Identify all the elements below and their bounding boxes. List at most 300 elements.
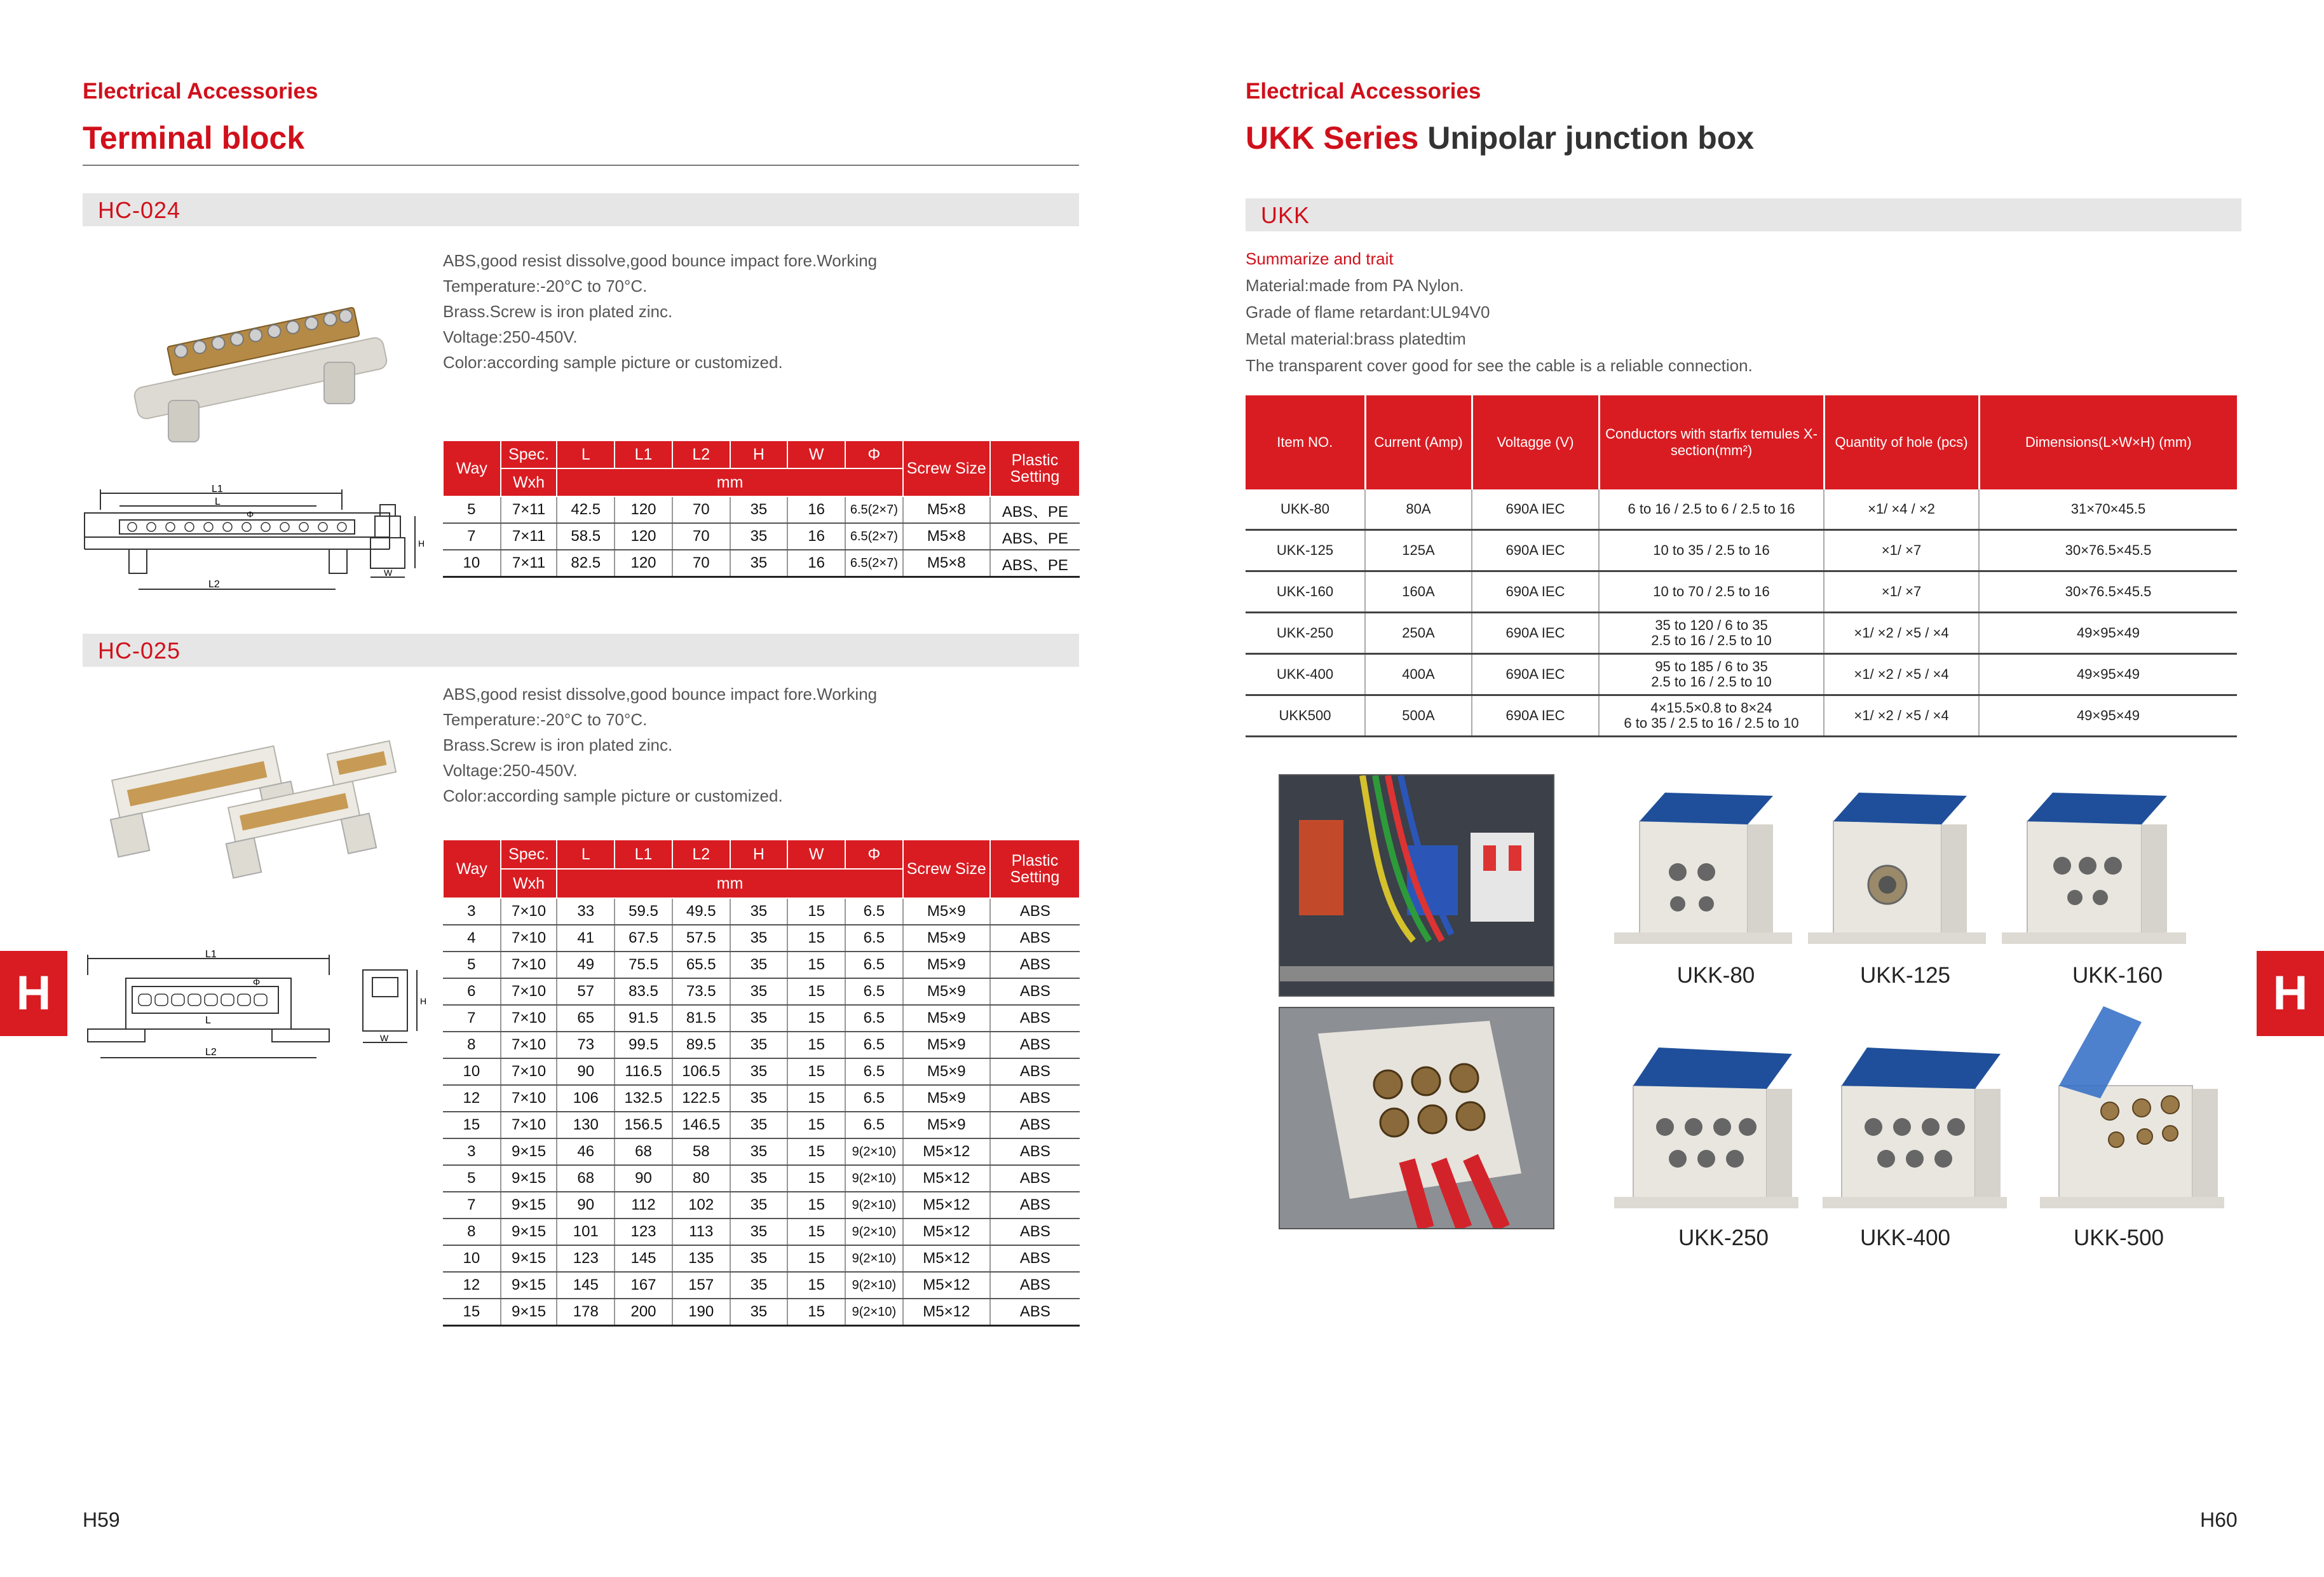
table-cell: 31×70×45.5 — [1979, 489, 2237, 530]
table-row — [443, 1272, 1080, 1299]
hc024-description — [443, 248, 877, 375]
table-cell: 102 — [672, 1192, 730, 1219]
table-row — [443, 898, 1080, 925]
table-row — [1246, 695, 2237, 737]
hc024-product-photo — [108, 299, 407, 451]
table-cell: 178 — [557, 1299, 615, 1326]
hc025-front-drawing — [81, 950, 336, 1064]
table-cell: UKK-80 — [1246, 489, 1365, 530]
table-row — [443, 925, 1080, 952]
dim-label-phi: Φ — [247, 509, 254, 519]
table-cell: UKK-125 — [1246, 530, 1365, 571]
table-cell: M5×8 — [903, 523, 990, 550]
table-cell: 16 — [787, 550, 845, 577]
table-cell: 101 — [557, 1219, 615, 1245]
table-cell: ABS — [990, 1245, 1080, 1272]
table-cell: 35 to 120 / 6 to 35 2.5 to 16 / 2.5 to 10 — [1599, 613, 1824, 654]
table-cell: 9(2×10) — [845, 1219, 903, 1245]
table-cell: 190 — [672, 1299, 730, 1326]
table-cell: 10 — [443, 1245, 501, 1272]
col-plastic: Plastic Setting — [990, 440, 1080, 496]
table-cell: ABS — [990, 1165, 1080, 1192]
table-cell: 35 — [730, 496, 788, 523]
col-conductors: Conductors with starfix temules X-section(mm²) — [1599, 395, 1824, 489]
table-cell: 15 — [787, 1005, 845, 1032]
product-label: UKK-500 — [2073, 1225, 2164, 1250]
desc-line: Color:according sample picture or customized. — [443, 786, 783, 805]
desc-line: Brass.Screw is iron plated zinc. — [443, 735, 673, 754]
table-cell: ABS — [990, 1138, 1080, 1165]
table-cell: ABS — [990, 978, 1080, 1005]
product-label: UKK-250 — [1678, 1225, 1769, 1250]
table-cell: 70 — [672, 496, 730, 523]
col-holes: Quantity of hole (pcs) — [1824, 395, 1979, 489]
table-cell: 35 — [730, 1299, 788, 1326]
table-row — [443, 496, 1080, 523]
ukk-spec-table — [1246, 395, 2237, 737]
table-cell: 160A — [1365, 571, 1472, 613]
table-cell: 46 — [557, 1138, 615, 1165]
table-cell: 58.5 — [557, 523, 615, 550]
table-cell: ABS、PE — [990, 496, 1080, 523]
table-cell: ABS — [990, 1299, 1080, 1326]
table-cell: 80A — [1365, 489, 1472, 530]
table-cell: 9(2×10) — [845, 1272, 903, 1299]
hc024-spec-table — [442, 440, 1080, 578]
table-cell: 57.5 — [672, 925, 730, 952]
table-cell: 68 — [557, 1165, 615, 1192]
dim-label-l: L — [215, 496, 221, 507]
table-cell: 49×95×49 — [1979, 613, 2237, 654]
table-cell: 7 — [443, 523, 501, 550]
table-cell: 35 — [730, 1272, 788, 1299]
table-cell: 35 — [730, 1085, 788, 1112]
table-cell: ABS、PE — [990, 550, 1080, 577]
left-section-tab: H — [0, 951, 67, 1036]
table-cell: ×1/ ×2 / ×5 / ×4 — [1824, 613, 1979, 654]
table-cell: 106 — [557, 1085, 615, 1112]
table-cell: 5 — [443, 496, 501, 523]
hc024-section-title: HC-024 — [98, 197, 181, 223]
hc024-section-bar — [83, 193, 1079, 226]
table-cell: M5×9 — [903, 1085, 990, 1112]
table-cell: 9(2×10) — [845, 1138, 903, 1165]
table-cell: 90 — [557, 1192, 615, 1219]
table-cell: 82.5 — [557, 550, 615, 577]
product-label: UKK-125 — [1859, 963, 1951, 988]
table-cell: 7×10 — [501, 1085, 557, 1112]
col-plastic: Plastic Setting — [990, 840, 1080, 898]
table-cell: 68 — [615, 1138, 672, 1165]
table-row — [443, 952, 1080, 978]
hc025-product-photo — [108, 725, 413, 890]
table-cell: 690A IEC — [1472, 654, 1599, 695]
table-cell: 690A IEC — [1472, 489, 1599, 530]
col-w: W — [787, 840, 845, 869]
table-cell: 120 — [615, 496, 672, 523]
table-cell: 35 — [730, 925, 788, 952]
table-cell: 9(2×10) — [845, 1245, 903, 1272]
dim-label-h: H — [420, 996, 427, 1006]
table-cell: 6.5(2×7) — [845, 523, 903, 550]
table-cell: M5×9 — [903, 898, 990, 925]
table-cell: M5×12 — [903, 1165, 990, 1192]
table-cell: 6.5(2×7) — [845, 496, 903, 523]
table-cell: M5×9 — [903, 1032, 990, 1058]
desc-line: Color:according sample picture or customized. — [443, 353, 783, 372]
col-l1: L1 — [615, 840, 672, 869]
table-cell: 58 — [672, 1138, 730, 1165]
table-row — [443, 1245, 1080, 1272]
table-row — [443, 1112, 1080, 1138]
dim-label-l2: L2 — [208, 579, 220, 590]
table-cell: 135 — [672, 1245, 730, 1272]
product-image-ukk-80 — [1614, 783, 1792, 955]
col-mm: mm — [557, 468, 902, 496]
table-cell: 7×10 — [501, 1058, 557, 1085]
left-page-number: H59 — [83, 1508, 120, 1531]
title-series: UKK Series — [1246, 120, 1419, 156]
dim-label-l1: L1 — [205, 950, 217, 960]
col-voltage: Voltagge (V) — [1472, 395, 1599, 489]
table-cell: 35 — [730, 1138, 788, 1165]
table-cell: 9×15 — [501, 1299, 557, 1326]
table-cell: 75.5 — [615, 952, 672, 978]
col-dimensions: Dimensions(L×W×H) (mm) — [1979, 395, 2237, 489]
table-cell: ABS — [990, 1005, 1080, 1032]
table-cell: 16 — [787, 523, 845, 550]
table-cell: 690A IEC — [1472, 530, 1599, 571]
table-cell: 125A — [1365, 530, 1472, 571]
table-cell: 35 — [730, 1112, 788, 1138]
table-cell: 4×15.5×0.8 to 8×24 6 to 35 / 2.5 to 16 / 2.5 to 10 — [1599, 695, 1824, 737]
table-cell: 15 — [787, 1245, 845, 1272]
col-wxh: Wxh — [501, 468, 557, 496]
table-cell: 15 — [787, 1192, 845, 1219]
table-cell: M5×9 — [903, 1058, 990, 1085]
table-row — [443, 1005, 1080, 1032]
table-cell: 9×15 — [501, 1165, 557, 1192]
installation-photo-closeup — [1279, 1007, 1554, 1229]
table-cell: UKK-400 — [1246, 654, 1365, 695]
col-phi: Φ — [845, 440, 903, 468]
table-cell: 120 — [615, 550, 672, 577]
table-cell: 6.5 — [845, 1058, 903, 1085]
col-screw: Screw Size — [903, 440, 990, 496]
summary-line: Material:made from PA Nylon. — [1246, 276, 1464, 295]
product-label: UKK-80 — [1676, 963, 1755, 988]
table-cell: 35 — [730, 1005, 788, 1032]
table-cell: 70 — [672, 523, 730, 550]
left-title-rule — [83, 165, 1079, 166]
table-cell: 400A — [1365, 654, 1472, 695]
table-cell: ABS、PE — [990, 523, 1080, 550]
table-cell: 9(2×10) — [845, 1192, 903, 1219]
product-image-ukk-125 — [1808, 783, 1986, 955]
table-cell: M5×12 — [903, 1138, 990, 1165]
table-cell: ×1/ ×7 — [1824, 571, 1979, 613]
table-cell: 33 — [557, 898, 615, 925]
desc-line: Voltage:250-450V. — [443, 761, 578, 780]
table-cell: 15 — [787, 1299, 845, 1326]
table-cell: 57 — [557, 978, 615, 1005]
table-cell: 30×76.5×45.5 — [1979, 530, 2237, 571]
table-cell: 6.5 — [845, 925, 903, 952]
table-cell: 70 — [672, 550, 730, 577]
table-cell: 35 — [730, 898, 788, 925]
table-cell: 106.5 — [672, 1058, 730, 1085]
table-cell: 5 — [443, 952, 501, 978]
dim-label-l1: L1 — [212, 484, 223, 495]
product-image-ukk-160 — [2002, 783, 2186, 955]
col-l: L — [557, 840, 615, 869]
table-cell: 10 to 70 / 2.5 to 16 — [1599, 571, 1824, 613]
table-cell: 6 to 16 / 2.5 to 6 / 2.5 to 16 — [1599, 489, 1824, 530]
table-cell: 12 — [443, 1272, 501, 1299]
table-cell: 7×10 — [501, 978, 557, 1005]
col-spec: Spec. — [501, 440, 557, 468]
table-cell: 123 — [615, 1219, 672, 1245]
table-cell: ABS — [990, 925, 1080, 952]
table-cell: 4 — [443, 925, 501, 952]
title-description: Unipolar junction box — [1427, 120, 1755, 156]
table-cell: M5×9 — [903, 978, 990, 1005]
table-cell: 10 to 35 / 2.5 to 16 — [1599, 530, 1824, 571]
table-cell: 116.5 — [615, 1058, 672, 1085]
ukk-section-title: UKK — [1261, 202, 1310, 228]
table-cell: 7×10 — [501, 898, 557, 925]
summary-line: Grade of flame retardant:UL94V0 — [1246, 303, 1490, 322]
table-cell: 146.5 — [672, 1112, 730, 1138]
table-cell: 59.5 — [615, 898, 672, 925]
table-cell: ×1/ ×4 / ×2 — [1824, 489, 1979, 530]
col-wxh: Wxh — [501, 869, 557, 898]
table-cell: 67.5 — [615, 925, 672, 952]
table-cell: 690A IEC — [1472, 571, 1599, 613]
hc025-section-bar — [83, 634, 1079, 667]
table-cell: 5 — [443, 1165, 501, 1192]
table-cell: 65 — [557, 1005, 615, 1032]
table-cell: 10 — [443, 550, 501, 577]
table-cell: 41 — [557, 925, 615, 952]
table-cell: 35 — [730, 1165, 788, 1192]
col-current: Current (Amp) — [1365, 395, 1472, 489]
table-cell: M5×12 — [903, 1299, 990, 1326]
col-l2: L2 — [672, 440, 730, 468]
table-cell: 6.5 — [845, 1005, 903, 1032]
table-cell: 15 — [787, 1165, 845, 1192]
desc-line: Brass.Screw is iron plated zinc. — [443, 302, 673, 321]
desc-line: Temperature:-20°C to 70°C. — [443, 276, 648, 296]
table-cell: 7×11 — [501, 523, 557, 550]
table-cell: 89.5 — [672, 1032, 730, 1058]
installation-photo-wiring — [1279, 774, 1554, 997]
col-item-no: Item NO. — [1246, 395, 1365, 489]
table-cell: 123 — [557, 1245, 615, 1272]
table-cell: 15 — [787, 1138, 845, 1165]
summary-line: Metal material:brass platedtim — [1246, 329, 1466, 348]
table-cell: 120 — [615, 523, 672, 550]
table-cell: M5×9 — [903, 1005, 990, 1032]
table-cell: 15 — [787, 1112, 845, 1138]
table-row — [443, 1138, 1080, 1165]
table-row — [443, 1085, 1080, 1112]
table-row — [1246, 613, 2237, 654]
table-cell: M5×8 — [903, 550, 990, 577]
right-section-tab: H — [2257, 951, 2324, 1036]
table-cell: 65.5 — [672, 952, 730, 978]
table-cell: 7×10 — [501, 1032, 557, 1058]
table-cell: 3 — [443, 898, 501, 925]
table-cell: 132.5 — [615, 1085, 672, 1112]
table-cell: 15 — [787, 1032, 845, 1058]
table-cell: 9(2×10) — [845, 1165, 903, 1192]
hc024-side-drawing — [367, 502, 437, 585]
table-cell: 12 — [443, 1085, 501, 1112]
hc025-side-drawing — [353, 966, 436, 1055]
table-cell: 113 — [672, 1219, 730, 1245]
hc025-spec-table — [442, 839, 1080, 1327]
table-cell: 7×10 — [501, 925, 557, 952]
col-way: Way — [443, 840, 501, 898]
col-l1: L1 — [615, 440, 672, 468]
left-page-title: Terminal block — [83, 120, 305, 156]
table-cell: 112 — [615, 1192, 672, 1219]
table-cell: 35 — [730, 1058, 788, 1085]
table-cell: M5×9 — [903, 1112, 990, 1138]
table-cell: 7 — [443, 1005, 501, 1032]
table-cell: ABS — [990, 1032, 1080, 1058]
table-cell: 7×10 — [501, 1005, 557, 1032]
table-cell: 130 — [557, 1112, 615, 1138]
table-cell: 80 — [672, 1165, 730, 1192]
table-cell: 15 — [787, 1219, 845, 1245]
summary-heading: Summarize and trait — [1246, 249, 1394, 268]
table-row — [1246, 571, 2237, 613]
product-image-ukk-500 — [2040, 1003, 2224, 1213]
col-mm: mm — [557, 869, 902, 898]
right-page-number: H60 — [2200, 1508, 2238, 1531]
table-cell: M5×12 — [903, 1192, 990, 1219]
product-label: UKK-160 — [2072, 963, 2163, 988]
table-cell: ABS — [990, 898, 1080, 925]
table-cell: 49×95×49 — [1979, 695, 2237, 737]
summary-line: The transparent cover good for see the cable is a reliable connection. — [1246, 356, 1753, 375]
table-cell: 95 to 185 / 6 to 35 2.5 to 16 / 2.5 to 10 — [1599, 654, 1824, 695]
col-l2: L2 — [672, 840, 730, 869]
table-cell: 200 — [615, 1299, 672, 1326]
right-category: Electrical Accessories — [1246, 79, 1481, 104]
product-image-ukk-250 — [1614, 1035, 1798, 1213]
table-cell: 15 — [787, 1272, 845, 1299]
table-cell: M5×9 — [903, 925, 990, 952]
dim-label-l: L — [205, 1015, 211, 1026]
table-cell: 42.5 — [557, 496, 615, 523]
dim-label-w: W — [380, 1033, 389, 1043]
table-cell: 30×76.5×45.5 — [1979, 571, 2237, 613]
col-h: H — [730, 440, 788, 468]
table-cell: 8 — [443, 1219, 501, 1245]
table-cell: 167 — [615, 1272, 672, 1299]
table-cell: 9(2×10) — [845, 1299, 903, 1326]
table-cell: 73 — [557, 1032, 615, 1058]
table-cell: 690A IEC — [1472, 613, 1599, 654]
table-cell: 7×11 — [501, 550, 557, 577]
table-cell: M5×12 — [903, 1272, 990, 1299]
table-cell: 7×10 — [501, 1112, 557, 1138]
table-cell: 35 — [730, 523, 788, 550]
product-label: UKK-400 — [1859, 1225, 1951, 1250]
table-row — [443, 1165, 1080, 1192]
table-cell: 10 — [443, 1058, 501, 1085]
col-l: L — [557, 440, 615, 468]
table-cell: 83.5 — [615, 978, 672, 1005]
table-cell: 16 — [787, 496, 845, 523]
table-cell: UKK-160 — [1246, 571, 1365, 613]
ukk-section-bar — [1246, 198, 2241, 231]
table-cell: 145 — [615, 1245, 672, 1272]
table-cell: 90 — [615, 1165, 672, 1192]
table-cell: 35 — [730, 1245, 788, 1272]
col-phi: Φ — [845, 840, 903, 869]
col-h: H — [730, 840, 788, 869]
table-cell: 9×15 — [501, 1192, 557, 1219]
table-cell: ×1/ ×2 / ×5 / ×4 — [1824, 695, 1979, 737]
table-cell: UKK500 — [1246, 695, 1365, 737]
desc-line: ABS,good resist dissolve,good bounce impact fore.Working — [443, 685, 878, 704]
table-cell: M5×12 — [903, 1245, 990, 1272]
dim-label-phi: Φ — [253, 977, 261, 987]
table-cell: 81.5 — [672, 1005, 730, 1032]
left-category: Electrical Accessories — [83, 79, 318, 104]
table-row — [443, 1032, 1080, 1058]
table-row — [1246, 530, 2237, 571]
table-cell: ABS — [990, 1058, 1080, 1085]
col-w: W — [787, 440, 845, 468]
table-cell: ×1/ ×2 / ×5 / ×4 — [1824, 654, 1979, 695]
table-cell: ABS — [990, 952, 1080, 978]
dim-label-l2: L2 — [205, 1047, 217, 1058]
table-cell: 35 — [730, 978, 788, 1005]
table-cell: 122.5 — [672, 1085, 730, 1112]
table-cell: 15 — [443, 1112, 501, 1138]
table-cell: 7 — [443, 1192, 501, 1219]
table-cell: 6.5 — [845, 1085, 903, 1112]
table-cell: 15 — [787, 1085, 845, 1112]
table-cell: 6.5 — [845, 898, 903, 925]
table-cell: 6.5 — [845, 1032, 903, 1058]
product-image-ukk-400 — [1823, 1035, 2007, 1213]
table-cell: 90 — [557, 1058, 615, 1085]
table-cell: 15 — [787, 1058, 845, 1085]
hc025-section-title: HC-025 — [98, 638, 181, 664]
table-cell: 9×15 — [501, 1245, 557, 1272]
desc-line: ABS,good resist dissolve,good bounce impact fore.Working — [443, 251, 878, 270]
table-cell: 91.5 — [615, 1005, 672, 1032]
desc-line: Temperature:-20°C to 70°C. — [443, 710, 648, 729]
table-cell: 9×15 — [501, 1272, 557, 1299]
table-cell: 49.5 — [672, 898, 730, 925]
table-cell: UKK-250 — [1246, 613, 1365, 654]
table-cell: ABS — [990, 1219, 1080, 1245]
table-row — [443, 1058, 1080, 1085]
table-cell: 15 — [443, 1299, 501, 1326]
table-cell: 35 — [730, 952, 788, 978]
table-cell: 9×15 — [501, 1219, 557, 1245]
col-spec: Spec. — [501, 840, 557, 869]
table-cell: 7×10 — [501, 952, 557, 978]
table-row — [443, 1192, 1080, 1219]
